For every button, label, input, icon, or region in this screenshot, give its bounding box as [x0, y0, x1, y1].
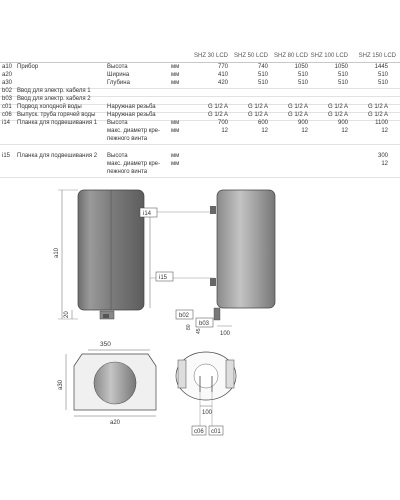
cell-param: пежного винта: [107, 169, 148, 175]
cell-value: 1100: [375, 120, 388, 126]
col-header: SHZ 150 LCD: [358, 53, 396, 59]
cell-param: Высота: [107, 64, 128, 70]
cell-param: Наружная резьба: [107, 104, 156, 110]
cell-unit: мм: [171, 80, 180, 86]
cell-value: 510: [257, 72, 268, 78]
table-divider: [0, 62, 400, 63]
cell-param: макс. диаметр кре-: [107, 161, 160, 167]
table-row: [0, 120, 400, 128]
cell-value: G 1/2 A: [327, 112, 348, 118]
cell-param: пежного винта: [107, 136, 148, 142]
cell-param: Высота: [107, 153, 128, 159]
cell-value: G 1/2 A: [287, 112, 308, 118]
dim-a10-label: a10: [54, 247, 60, 258]
dim-a20-label: a20: [110, 420, 121, 426]
cell-value: 12: [221, 128, 228, 134]
label-b03: b03: [199, 321, 210, 327]
top-view: [58, 341, 156, 426]
cell-code: c06: [2, 112, 12, 118]
cell-value: 900: [337, 120, 348, 126]
cell-code: a10: [2, 64, 13, 70]
cell-value: 12: [381, 128, 388, 134]
cell-code: a30: [2, 80, 13, 86]
table-row: [0, 153, 400, 161]
table-row: [0, 104, 400, 112]
cell-value: 510: [377, 72, 388, 78]
cell-name: Подвод холодной воды: [17, 104, 82, 110]
cell-param: Ширина: [107, 72, 130, 78]
label-c01: c01: [211, 429, 221, 435]
cell-value: 300: [377, 153, 388, 159]
cell-name: Ввод для электр. кабеля 2: [17, 96, 91, 102]
cell-unit: мм: [171, 153, 180, 159]
cell-name: Планка для подвешивания 1: [17, 120, 98, 126]
cell-param: Глубина: [107, 80, 130, 86]
cell-value: G 1/2 A: [367, 104, 388, 110]
cell-value: 12: [341, 128, 348, 134]
cell-code: c01: [2, 104, 12, 110]
col-header: SHZ 100 LCD: [310, 53, 348, 59]
cell-value: 1050: [294, 64, 308, 70]
cell-value: 420: [217, 80, 228, 86]
dim-350-label: 350: [100, 341, 111, 348]
dim-45-label: 45: [196, 328, 202, 334]
cell-code: b02: [2, 88, 13, 94]
cell-value: 700: [217, 120, 228, 126]
table-row: [0, 88, 400, 96]
cell-value: 740: [257, 64, 268, 70]
dim-80-label: 80: [186, 324, 192, 330]
dim-i15-label: i15: [159, 275, 168, 281]
cell-value: 1445: [374, 64, 388, 70]
table-row: [0, 136, 400, 144]
cell-value: G 1/2 A: [207, 112, 228, 118]
bottom-view: [176, 352, 236, 435]
label-b02: b02: [179, 313, 190, 319]
cell-unit: мм: [171, 120, 180, 126]
cell-code: a20: [2, 72, 13, 78]
cell-value: G 1/2 A: [247, 104, 268, 110]
cell-name: Выпуск. труба горячей воды: [17, 112, 96, 118]
cell-value: 1050: [334, 64, 348, 70]
col-header: SHZ 80 LCD: [273, 53, 308, 59]
cell-unit: мм: [171, 64, 180, 70]
table-row: [0, 64, 400, 72]
cell-value: G 1/2 A: [207, 104, 228, 110]
front-view: [54, 190, 144, 319]
cell-value: 600: [257, 120, 268, 126]
label-c06: c06: [194, 429, 204, 435]
cell-unit: мм: [171, 128, 180, 134]
dim-100b-label: 100: [220, 331, 231, 337]
cell-name: Планка для подвешивания 2: [17, 153, 98, 159]
dim-a30-label: a30: [58, 379, 64, 390]
dim-100-label: 100: [202, 410, 213, 416]
cell-value: 510: [377, 80, 388, 86]
cell-value: 510: [337, 80, 348, 86]
cell-value: 510: [337, 72, 348, 78]
cell-value: G 1/2 A: [287, 104, 308, 110]
cell-value: 770: [217, 64, 228, 70]
cell-code: i15: [2, 153, 11, 159]
cell-code: b03: [2, 96, 13, 102]
cell-value: 510: [297, 80, 308, 86]
cell-param: Наружная резьба: [107, 112, 156, 118]
cell-code: i14: [2, 120, 11, 126]
cell-value: G 1/2 A: [247, 112, 268, 118]
cell-param: макс. диаметр кре-: [107, 128, 160, 134]
table-row: [0, 96, 400, 104]
cell-name: Ввод для электр. кабеля 1: [17, 88, 91, 94]
cell-value: 900: [297, 120, 308, 126]
cell-value: 12: [261, 128, 268, 134]
cell-value: 510: [297, 72, 308, 78]
col-header: SHZ 30 LCD: [193, 53, 228, 59]
table-row: [0, 169, 400, 177]
dim-20-label: 20: [64, 311, 70, 318]
cell-unit: мм: [171, 161, 180, 167]
table-row: [0, 161, 400, 169]
cell-value: 510: [257, 80, 268, 86]
technical-drawings: [0, 178, 400, 500]
cell-name: Прибор: [17, 64, 39, 70]
table-row: [0, 112, 400, 120]
cell-value: 12: [381, 161, 388, 167]
table-row: [0, 72, 400, 80]
cell-value: G 1/2 A: [367, 112, 388, 118]
cell-value: 12: [301, 128, 308, 134]
side-view: [140, 190, 275, 337]
table-row: [0, 128, 400, 136]
cell-param: Высота: [107, 120, 128, 126]
table-row: [0, 80, 400, 88]
cell-unit: мм: [171, 72, 180, 78]
row-divider: [0, 144, 400, 145]
dim-i14-label: i14: [143, 211, 152, 217]
cell-value: 410: [217, 72, 228, 78]
col-header: SHZ 50 LCD: [233, 53, 268, 59]
cell-value: G 1/2 A: [327, 104, 348, 110]
